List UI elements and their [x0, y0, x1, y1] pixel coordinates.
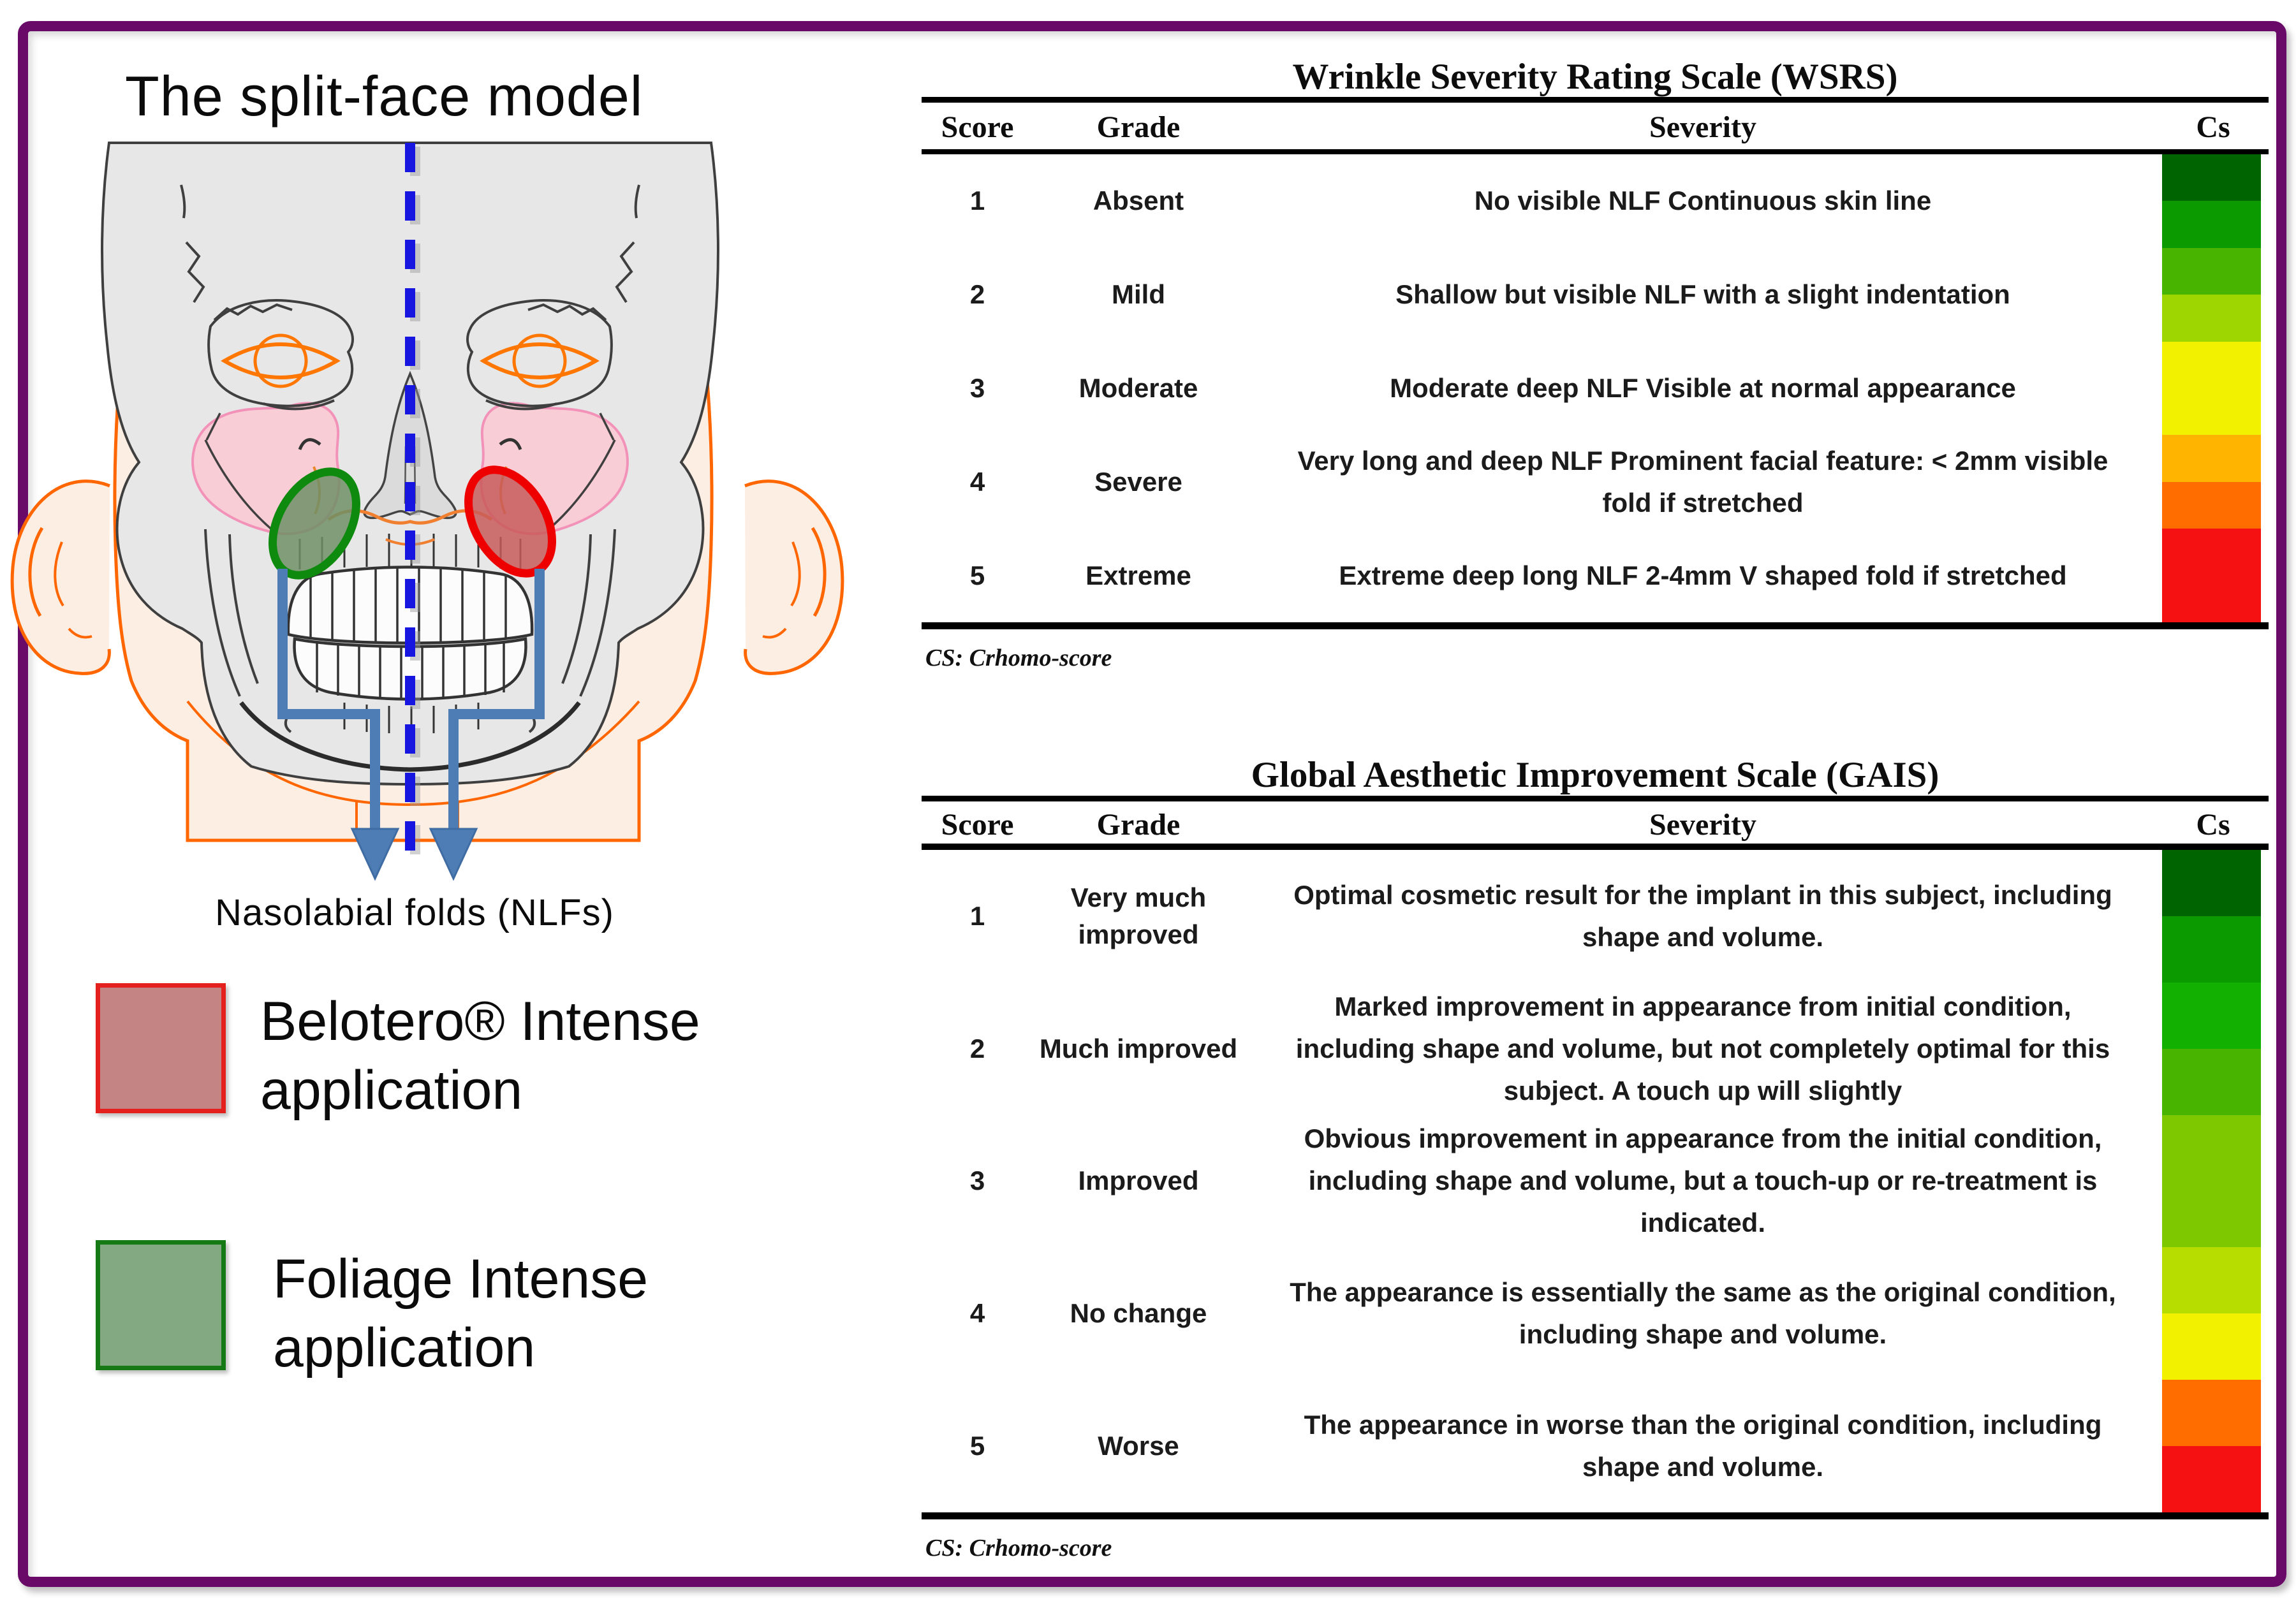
chromo-score-band [2162, 201, 2261, 247]
cell-grade: Worse [1098, 1431, 1179, 1461]
chromo-score-band [2162, 983, 2261, 1049]
column-header-severity: Severity [1649, 110, 1756, 144]
cell-score: 2 [969, 279, 985, 310]
column-header-cs: Cs [2196, 110, 2230, 144]
cell-grade: Mild [1112, 279, 1165, 310]
chromo-score-band [2162, 342, 2261, 435]
right-ear [745, 481, 843, 674]
cell-severity: Very long and deep NLF Prominent facial feature: < 2mm visible fold if stretched [1297, 445, 2108, 518]
gais-table [922, 751, 2269, 1574]
page-title: The split-face model [125, 64, 644, 128]
chromo-score-band [2162, 295, 2261, 341]
cell-score: 3 [969, 372, 985, 403]
chromo-score-band [2162, 529, 2261, 622]
table-row [922, 154, 2162, 248]
chromo-score-band [2162, 850, 2261, 916]
foliage-swatch [96, 1240, 226, 1370]
chromo-score-band [2162, 1313, 2261, 1380]
cell-score: 4 [969, 466, 985, 497]
column-header-score: Score [941, 110, 1014, 144]
cell-severity: Extreme deep long NLF 2-4mm V shaped fold if stretched [1339, 560, 2067, 590]
cell-score: 2 [969, 1033, 985, 1064]
belotero-legend-label: Belotero® Intense application [260, 991, 700, 1121]
nlf-label: Nasolabial folds (NLFs) [215, 892, 614, 933]
belotero-swatch [96, 983, 226, 1113]
column-header-severity: Severity [1649, 807, 1756, 842]
wsrs-table [922, 56, 2269, 687]
cell-grade: Moderate [1078, 372, 1198, 403]
table-row [922, 435, 2162, 529]
gais-footnote: CS: Crhomo-score [925, 1535, 1112, 1561]
table-row [922, 529, 2162, 622]
cell-severity: Optimal cosmetic result for the implant in this subject, including shape and volume. [1293, 879, 2112, 952]
cell-score: 4 [969, 1298, 985, 1329]
cell-grade: Severe [1094, 466, 1182, 497]
cell-grade: Improved [1078, 1166, 1199, 1196]
table-row [922, 983, 2162, 1115]
chromo-score-band [2162, 916, 2261, 983]
chromo-score-band [2162, 1049, 2261, 1115]
wsrs-footnote: CS: Crhomo-score [925, 645, 1112, 671]
table-row [922, 850, 2162, 983]
wsrs-chromo-scale [2162, 154, 2261, 622]
column-header-cs: Cs [2196, 807, 2230, 842]
cell-severity: Obvious improvement in appearance from the initial condition, including shape and volume, but a touch-up or re-treatment is indicated. [1304, 1123, 2102, 1238]
chromo-score-band [2162, 1446, 2261, 1512]
gais-chromo-scale [2162, 850, 2261, 1512]
cell-score: 5 [969, 1431, 985, 1461]
cell-score: 1 [969, 186, 985, 216]
cell-score: 5 [969, 560, 985, 590]
gais-header-row [922, 805, 2269, 844]
cell-grade: Absent [1093, 186, 1184, 216]
chromo-score-band [2162, 1380, 2261, 1446]
column-header-grade: Grade [1096, 807, 1181, 842]
wsrs-body [922, 154, 2162, 622]
chromo-score-band [2162, 1115, 2261, 1248]
cell-severity: Moderate deep NLF Visible at normal appearance [1390, 372, 2016, 403]
table-row [922, 248, 2162, 342]
table-row [922, 1247, 2162, 1380]
table-row [922, 1115, 2162, 1248]
right-arrow-icon [430, 829, 476, 879]
chromo-score-band [2162, 482, 2261, 529]
chromo-score-band [2162, 154, 2261, 201]
gais-body [922, 850, 2162, 1512]
foliage-legend-label: Foliage Intense application [273, 1248, 649, 1378]
cell-score: 3 [969, 1166, 985, 1196]
table-row [922, 1380, 2162, 1512]
cell-grade: Extreme [1085, 560, 1191, 590]
cell-score: 1 [969, 900, 985, 931]
split-face-figure [0, 0, 925, 886]
cell-grade: Much improved [1039, 1033, 1238, 1064]
cell-severity: The appearance is essentially the same as the original condition, including shape and volume. [1290, 1277, 2116, 1350]
cell-grade: Very much improved [1070, 882, 1207, 949]
chromo-score-band [2162, 248, 2261, 295]
cell-grade: No change [1070, 1298, 1207, 1329]
cell-severity: The appearance in worse than the original condition, including shape and volume. [1304, 1410, 2102, 1482]
column-header-score: Score [941, 807, 1014, 842]
cell-severity: No visible NLF Continuous skin line [1474, 186, 1932, 216]
left-arrow-icon [352, 829, 398, 879]
table-row [922, 342, 2162, 435]
gais-title: Global Aesthetic Improvement Scale (GAIS) [1251, 755, 1939, 795]
left-ear [12, 481, 110, 674]
chromo-score-band [2162, 435, 2261, 481]
cell-severity: Shallow but visible NLF with a slight indentation [1395, 279, 2010, 310]
cell-severity: Marked improvement in appearance from initial condition, including shape and volume, but not completely optimal for this subject. A touch up will slightly [1295, 991, 2110, 1106]
chromo-score-band [2162, 1247, 2261, 1313]
wsrs-title: Wrinkle Severity Rating Scale (WSRS) [1292, 57, 1898, 97]
wsrs-header-row [922, 107, 2269, 147]
column-header-grade: Grade [1096, 110, 1181, 144]
